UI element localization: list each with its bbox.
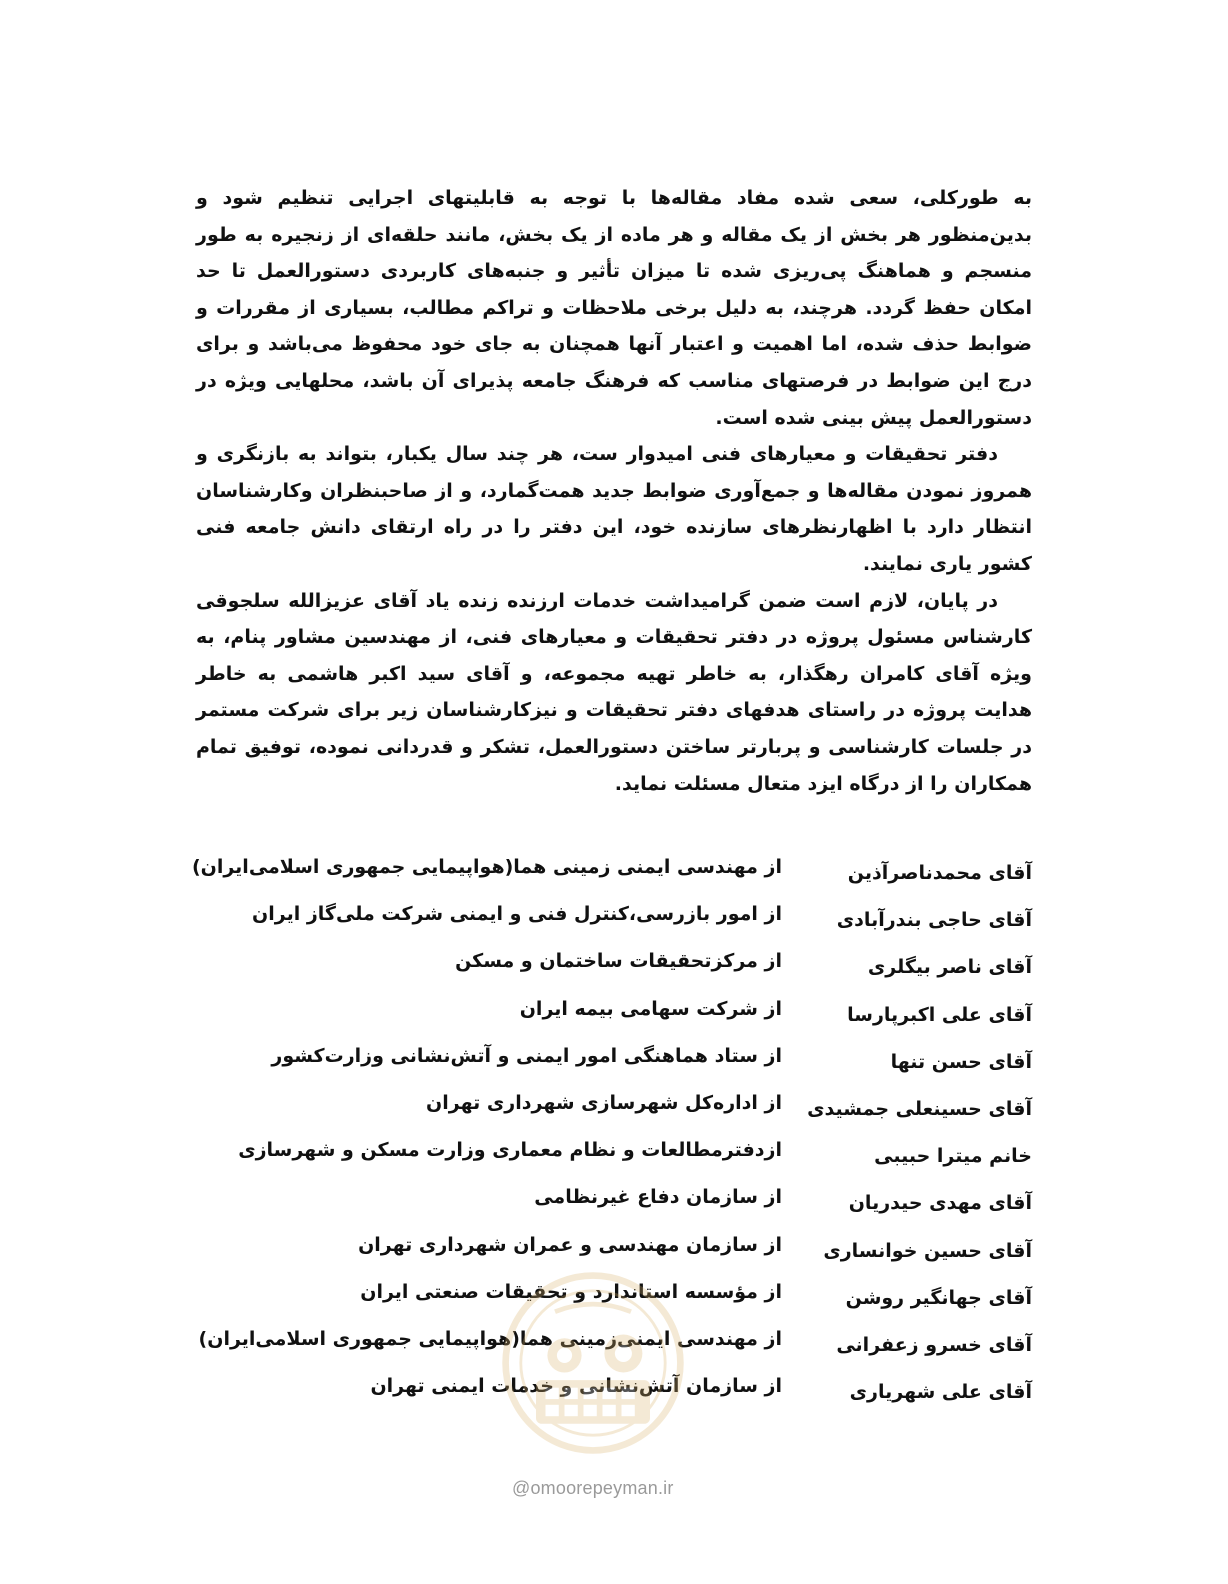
contributor-organization: از امور بازرسی،کنترل فنی و ایمنی شرکت ملی‌گاز ایران	[252, 903, 782, 926]
contributor-name: آقای حاجی بندرآبادی	[836, 909, 1032, 932]
contributor-name: آقای حسن تنها	[890, 1050, 1032, 1073]
contributor-row	[196, 1045, 1032, 1092]
contributor-organization: از مؤسسه استاندارد و تحقیقات صنعتی ایران	[360, 1280, 782, 1303]
paragraph-text: به طورکلی، سعی شده مفاد مقاله‌ها با توجه به قابلیتهای اجرایی تنظیم شود و بدین‌منظور هر بخش از یک مقاله و هر ماده از یک بخش، مانند حلقه‌ای از زنجیره به طور منسجم و هماهنگ پی‌ریزی شده تا میزان تأثیر و جنبه‌های کاربردی دستورالعمل تا حد امکان حفظ گردد. هرچند، به دلیل برخی ملاحظات و تراکم مطالب، بسیاری از مقررات و ضوابط حذف شده، اما اهمیت و اعتبار آنها همچنان به جای خود محفوظ می‌باشد و برای درج این ضوابط در فرصتهای مناسب که فرهنگ جامعه پذیرای آن باشد، محلهایی ویژه در دستورالعمل پیش بینی شده است.	[196, 187, 1032, 429]
contributors-list	[191, 856, 1032, 1422]
paragraph	[196, 583, 1032, 803]
paragraph-text: به خاطر هدایت پروژه در راستای هدفهای دفتر تحقیقات و نیزکارشناسان زیر برای شرکت مستمر در جلسات کارشناسی و پربارتر ساختن دستورالعمل، تشکر و قدردانی نموده، توفیق تمام همکاران را از درگاه ایزد متعال مسئلت نماید.	[196, 662, 1032, 795]
contributor-name: آقای مهدی حیدریان	[848, 1192, 1032, 1215]
contributor-name: آقای ناصر بیگلری	[867, 956, 1032, 979]
contributor-row	[196, 1234, 1032, 1281]
contributor-name: آقای حسین خوانساری	[823, 1239, 1032, 1262]
contributor-row	[196, 1139, 1032, 1186]
body-text	[196, 180, 1032, 802]
paragraph	[196, 436, 1032, 582]
watermark-url: @omoorepeyman.ir	[512, 1478, 674, 1498]
contributor-name: آقای محمدناصرآذین	[847, 862, 1032, 884]
contributor-row	[196, 950, 1032, 997]
contributor-organization: از مهندسی ایمنی‌زمینی هما(هواپیمایی جمهوری اسلامی‌ایران)	[198, 1327, 782, 1350]
contributor-name: آقای خسرو زعفرانی	[836, 1333, 1032, 1356]
contributor-row	[196, 1186, 1032, 1233]
contributor-row	[191, 856, 1032, 903]
contributor-organization: ازدفترمطالعات و نظام معماری وزارت مسکن و شهرسازی	[238, 1139, 782, 1162]
paragraph-text: در پایان، لازم است ضمن گرامیداشت خدمات ارزنده زنده یاد	[417, 589, 998, 612]
highlighted-name: آقای کامران رهگذار	[785, 662, 979, 685]
contributor-organization: از سازمان آتش‌نشانی و خدمات ایمنی تهران	[370, 1375, 782, 1398]
contributor-row	[196, 1281, 1032, 1328]
highlighted-name: آقای عزیزالله سلجوقی	[196, 589, 418, 612]
contributor-name: خانم میترا حبیبی	[874, 1145, 1032, 1168]
contributor-row	[196, 1328, 1032, 1375]
contributor-organization: از اداره‌کل شهرسازی شهرداری تهران	[426, 1091, 782, 1114]
contributor-organization: از سازمان دفاع غیرنظامی	[534, 1186, 782, 1209]
contributor-name: آقای حسینعلی جمشیدی	[807, 1097, 1032, 1120]
contributor-row	[196, 903, 1032, 950]
contributor-organization: از ستاد هماهنگی امور ایمنی و آتش‌نشانی وزارت‌کشور	[271, 1044, 782, 1067]
paragraph-text: دفتر تحقیقات و معیارهای فنی امیدوار ست، هر چند سال یکبار، بتواند به بازنگری و همروز نمودن مقاله‌ها و جمع‌آوری ضوابط جدید همت‌گمارد، و از صاحبنظران وکارشناسان انتظار دارد با اظهارنظرهای سازنده خود، این دفتر را در راه ارتقای دانش جامعه فنی کشور یاری نمایند.	[196, 443, 1032, 575]
contributor-row	[196, 1092, 1032, 1139]
contributor-name: آقای علی اکبرپارسا	[847, 1003, 1032, 1026]
paragraph-text: کارشناس مسئول پروژه در دفتر تحقیقات و معیارهای فنی، از مهندسین مشاور پنام، به ویژه	[196, 626, 1032, 685]
contributor-organization: از مهندسی ایمنی زمینی هما(هواپیمایی جمهوری اسلامی‌ایران)	[191, 856, 782, 878]
highlighted-name: آقای سید اکبر هاشمی	[287, 662, 510, 685]
contributor-name: آقای علی شهریاری	[849, 1381, 1032, 1404]
contributor-row	[196, 1375, 1032, 1422]
contributor-organization: از مرکزتحقیقات ساختمان و مسکن	[455, 950, 782, 973]
contributor-name: آقای جهانگیر روشن	[845, 1286, 1032, 1309]
paragraph-text: ، به خاطر تهیه مجموعه، و	[509, 662, 786, 685]
contributor-organization: از سازمان مهندسی و عمران شهرداری تهران	[358, 1233, 782, 1256]
contributor-row	[196, 998, 1032, 1045]
contributor-organization: از شرکت سهامی بیمه ایران	[519, 997, 782, 1020]
paragraph	[196, 180, 1032, 436]
